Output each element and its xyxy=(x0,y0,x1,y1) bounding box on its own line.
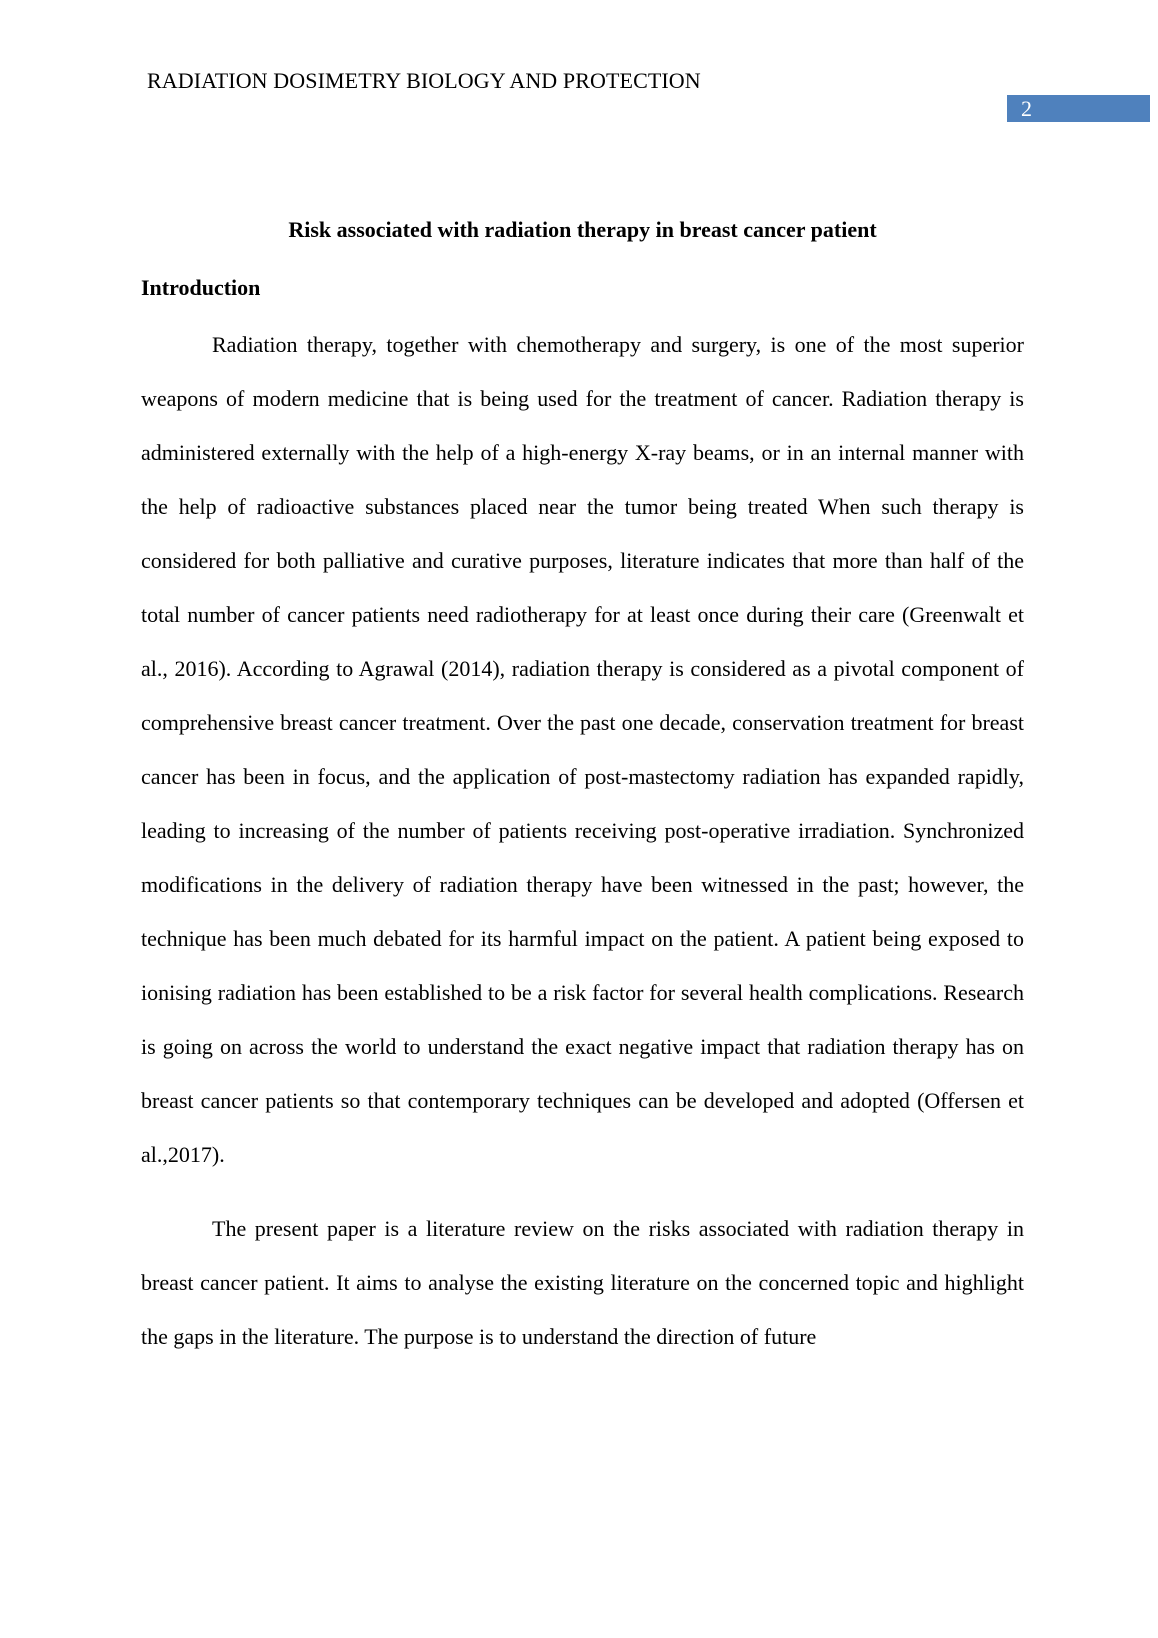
introduction-paragraph-2: The present paper is a literature review on the risks associated with radiation therapy in breast cancer patient. It aims to analyse the existing literature on the concerned topic and highlight the gaps in the literature. The purpose is to understand the direction of future xyxy=(141,1216,1024,1349)
page-number-band xyxy=(1007,95,1150,122)
section-heading-introduction: Introduction xyxy=(141,275,261,300)
running-head: RADIATION DOSIMETRY BIOLOGY AND PROTECTION xyxy=(147,68,701,93)
introduction-paragraph-1: Radiation therapy, together with chemotherapy and surgery, is one of the most superior weapons of modern medicine that is being used for the treatment of cancer. Radiation therapy is administered externally with the help of a high-energy X-ray beams, or in an internal manner with the help of radioactive substances placed near the tumor being treated When such therapy is considered for both palliative and curative purposes, literature indicates that more than half of the total number of cancer patients need radiotherapy for at least once during their care (Greenwalt et al., 2016). According to Agrawal (2014), radiation therapy is considered as a pivotal component of comprehensive breast cancer treatment. Over the past one decade, conservation treatment for breast cancer has been in focus, and the application of post-mastectomy radiation has expanded rapidly, leading to increasing of the number of patients receiving post-operative irradiation. Synchronized modifications in the delivery of radiation therapy have been witnessed in the past; however, the technique has been much debated for its harmful impact on the patient. A patient being exposed to ionising radiation has been established to be a risk factor for several health complications. Research is going on across the world to understand the exact negative impact that radiation therapy has on breast cancer patients so that contemporary techniques can be developed and adopted (Offersen et al.,2017). xyxy=(141,332,1024,1167)
document-body xyxy=(141,211,1024,1364)
document-title: Risk associated with radiation therapy in breast cancer patient xyxy=(288,217,877,242)
page-number: 2 xyxy=(1021,96,1032,121)
